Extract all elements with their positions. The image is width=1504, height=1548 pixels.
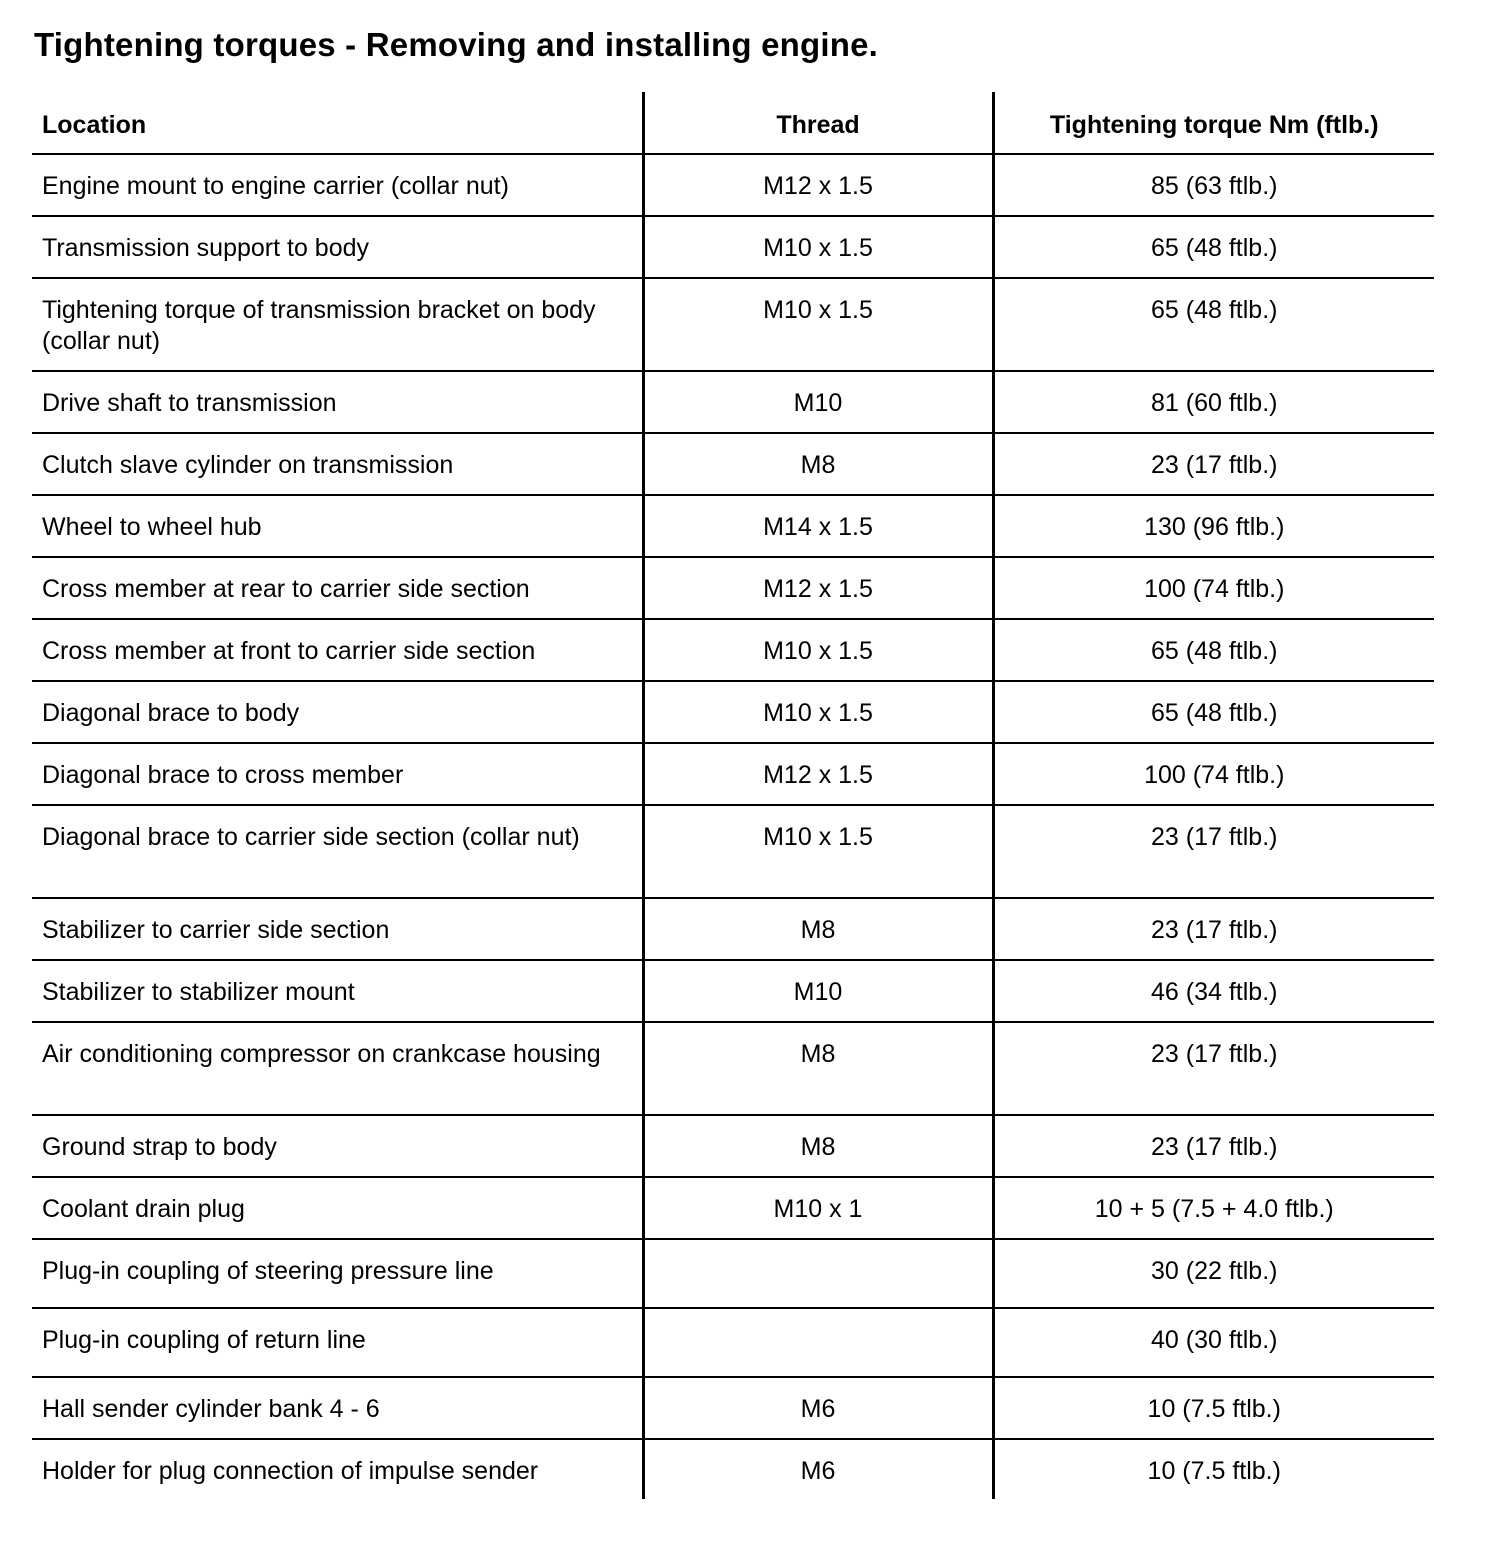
location-cell: Engine mount to engine carrier (collar nut) [32,154,643,216]
table-row [32,743,1434,805]
location-cell: Wheel to wheel hub [32,495,643,557]
thread-cell: M10 x 1.5 [643,278,993,371]
torque-cell: 65 (48 ftlb.) [993,681,1434,743]
table-row [32,1308,1434,1377]
thread-cell: M6 [643,1439,993,1499]
table-row [32,681,1434,743]
page-title: Tightening torques - Removing and installing engine. [34,26,878,63]
thread-cell: M12 x 1.5 [643,557,993,619]
thread-cell: M10 x 1.5 [643,681,993,743]
torque-cell: 23 (17 ftlb.) [993,805,1434,898]
table-row [32,1377,1434,1439]
location-cell: Coolant drain plug [32,1177,643,1239]
torque-cell: 46 (34 ftlb.) [993,960,1434,1022]
thread-cell: M10 [643,960,993,1022]
location-cell: Diagonal brace to carrier side section (collar nut) [32,805,643,898]
table-row [32,433,1434,495]
thread-cell: M8 [643,898,993,960]
location-cell: Cross member at rear to carrier side section [32,557,643,619]
table-row [32,154,1434,216]
thread-cell [643,1308,993,1377]
torque-cell: 65 (48 ftlb.) [993,619,1434,681]
location-cell: Cross member at front to carrier side section [32,619,643,681]
torque-cell: 23 (17 ftlb.) [993,898,1434,960]
location-cell: Stabilizer to stabilizer mount [32,960,643,1022]
table-row [32,1439,1434,1499]
torque-cell: 130 (96 ftlb.) [993,495,1434,557]
torque-cell: 40 (30 ftlb.) [993,1308,1434,1377]
thread-cell [643,1239,993,1308]
torque-cell: 65 (48 ftlb.) [993,278,1434,371]
torque-cell: 81 (60 ftlb.) [993,371,1434,433]
header-torque: Tightening torque Nm (ftlb.) [993,92,1434,154]
torque-cell: 100 (74 ftlb.) [993,557,1434,619]
location-cell: Air conditioning compressor on crankcase housing [32,1022,643,1115]
location-cell: Clutch slave cylinder on transmission [32,433,643,495]
table-row [32,1022,1434,1115]
location-cell: Drive shaft to transmission [32,371,643,433]
table-row [32,278,1434,371]
location-cell: Ground strap to body [32,1115,643,1177]
thread-cell: M8 [643,1022,993,1115]
thread-cell: M12 x 1.5 [643,154,993,216]
torque-cell: 10 (7.5 ftlb.) [993,1439,1434,1499]
torque-cell: 10 (7.5 ftlb.) [993,1377,1434,1439]
thread-cell: M12 x 1.5 [643,743,993,805]
table-row [32,1115,1434,1177]
torque-cell: 30 (22 ftlb.) [993,1239,1434,1308]
table-header-row [32,92,1434,154]
location-cell: Diagonal brace to body [32,681,643,743]
header-thread: Thread [643,92,993,154]
location-cell: Holder for plug connection of impulse sender [42,1457,539,1485]
location-cell: Stabilizer to carrier side section [32,898,643,960]
table-row [32,619,1434,681]
table-row [32,557,1434,619]
location-cell: Hall sender cylinder bank 4 - 6 [32,1377,643,1439]
table-row [32,1177,1434,1239]
torque-cell: 23 (17 ftlb.) [993,1022,1434,1115]
location-cell: Plug-in coupling of return line [32,1308,643,1377]
thread-cell: M10 x 1.5 [643,619,993,681]
thread-cell: M8 [643,433,993,495]
thread-cell: M14 x 1.5 [643,495,993,557]
table-row [32,898,1434,960]
torque-cell: 85 (63 ftlb.) [993,154,1434,216]
location-cell: Tightening torque of transmission bracket on body (collar nut) [32,278,643,371]
table-row [32,216,1434,278]
location-cell: Diagonal brace to cross member [32,743,643,805]
thread-cell: M8 [643,1115,993,1177]
thread-cell: M10 x 1.5 [643,216,993,278]
torque-cell: 100 (74 ftlb.) [993,743,1434,805]
thread-cell: M10 [643,371,993,433]
thread-cell: M10 x 1.5 [643,805,993,898]
location-cell: Plug-in coupling of steering pressure line [32,1239,643,1308]
table-row [32,371,1434,433]
torque-cell: 23 (17 ftlb.) [993,433,1434,495]
torque-cell: 10 + 5 (7.5 + 4.0 ftlb.) [993,1177,1434,1239]
torque-table [32,92,1434,1499]
torque-cell: 23 (17 ftlb.) [993,1115,1434,1177]
header-location: Location [32,92,643,154]
location-cell: Transmission support to body [32,216,643,278]
thread-cell: M6 [643,1377,993,1439]
table-row [32,805,1434,898]
table-row [32,960,1434,1022]
table-row [32,495,1434,557]
thread-cell: M10 x 1 [643,1177,993,1239]
torque-cell: 65 (48 ftlb.) [993,216,1434,278]
table-row [32,1239,1434,1308]
